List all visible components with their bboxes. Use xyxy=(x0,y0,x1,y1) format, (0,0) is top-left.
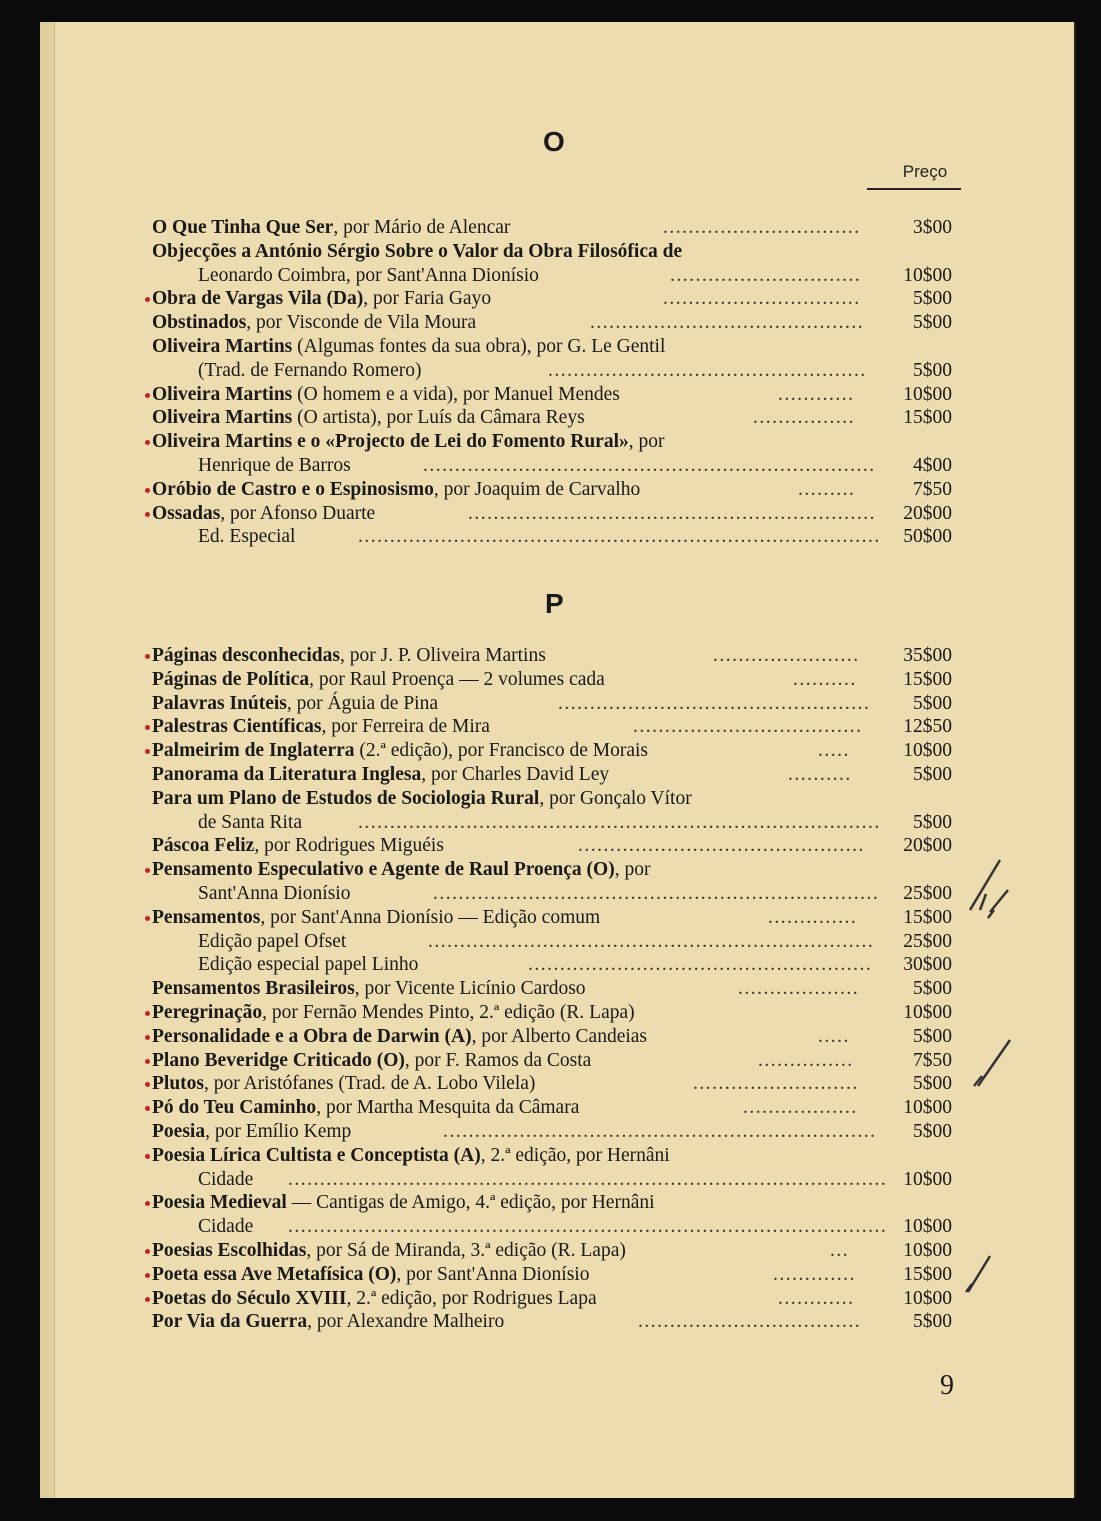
entry-text xyxy=(152,216,510,240)
dot-leader: ... xyxy=(830,1239,850,1261)
entry-details: , por Raul Proença — 2 volumes cada xyxy=(309,668,605,690)
entry-details: , por Alexandre Malheiro xyxy=(307,1311,505,1333)
entry-details: (Algumas fontes da sua obra), por G. Le Gentil xyxy=(292,335,666,357)
entry-price: 5$00 xyxy=(913,811,952,833)
section-o-entries xyxy=(152,216,962,549)
book-title: Personalidade e a Obra de Darwin (A) xyxy=(152,1025,472,1047)
entry-details: , por Ferreira de Mira xyxy=(321,716,490,738)
red-check-mark-icon xyxy=(145,1249,150,1254)
entry-price: 10$00 xyxy=(903,264,952,286)
page-number: 9 xyxy=(940,1370,954,1401)
catalog-entry xyxy=(152,668,962,692)
catalog-entry xyxy=(152,1287,962,1311)
dot-leader: .............................................................................................. xyxy=(288,1168,888,1190)
entry-details: Ed. Especial xyxy=(198,526,296,548)
section-letter-p: P xyxy=(545,588,564,619)
book-title: Poeta essa Ave Metafísica (O) xyxy=(152,1263,397,1285)
dot-leader: .................................................. xyxy=(548,359,867,381)
entry-text xyxy=(152,1144,670,1168)
catalog-entry xyxy=(152,763,962,787)
section-p-entries xyxy=(152,644,962,1334)
entry-details: Henrique de Barros xyxy=(198,454,351,476)
entry-price: 7$50 xyxy=(913,1049,952,1071)
entry-text xyxy=(198,1168,253,1192)
book-title: Oliveira Martins xyxy=(152,335,293,357)
red-check-mark-icon xyxy=(145,393,150,398)
entry-price: 30$00 xyxy=(903,954,952,976)
section-letter-o: O xyxy=(543,126,565,157)
entry-text xyxy=(152,311,476,335)
entry-details: , por Vicente Licínio Cardoso xyxy=(354,978,586,1000)
red-check-mark-icon xyxy=(145,1106,150,1111)
catalog-entry xyxy=(152,739,962,763)
dot-leader: .......... xyxy=(788,763,852,785)
red-check-mark-icon xyxy=(145,1011,150,1016)
catalog-entry xyxy=(152,787,962,811)
entry-text xyxy=(152,1096,579,1120)
entry-price: 25$00 xyxy=(903,882,952,904)
red-check-mark-icon xyxy=(145,654,150,659)
book-title: Páginas de Política xyxy=(152,668,310,690)
entry-details: , por Gonçalo Vítor xyxy=(539,787,692,809)
entry-price: 5$00 xyxy=(913,692,952,714)
book-title: Poetas do Século XVIII xyxy=(152,1287,347,1309)
catalog-entry xyxy=(152,692,962,716)
book-title: Obstinados xyxy=(152,312,247,334)
entry-price: 10$00 xyxy=(903,383,952,405)
book-title: Para um Plano de Estudos de Sociologia Rural xyxy=(152,787,540,809)
entry-details: , por Águia de Pina xyxy=(286,692,438,714)
entry-price: 20$00 xyxy=(903,835,952,857)
book-title: Palestras Científicas xyxy=(152,716,322,738)
dot-leader: .............................................................................................. xyxy=(288,1216,888,1238)
book-title: Poesia Medieval xyxy=(152,1192,287,1214)
entry-text xyxy=(152,383,620,407)
catalog-entry xyxy=(152,1144,962,1168)
entry-text xyxy=(152,644,546,668)
entry-price: 25$00 xyxy=(903,930,952,952)
catalog-entry xyxy=(152,311,962,335)
entry-text xyxy=(152,1049,591,1073)
book-title: Ossadas xyxy=(152,502,221,524)
book-title: Plutos xyxy=(152,1073,205,1095)
entry-details: , por Faria Gayo xyxy=(363,288,492,310)
red-check-mark-icon xyxy=(145,440,150,445)
catalog-entry xyxy=(152,1025,962,1049)
dot-leader: .................................................................... xyxy=(443,1120,877,1142)
red-check-mark-icon xyxy=(145,488,150,493)
entry-text xyxy=(152,858,650,882)
entry-details: , por Afonso Duarte xyxy=(220,502,376,524)
entry-details: , por Sant'Anna Dionísio xyxy=(396,1263,590,1285)
catalog-entry xyxy=(152,834,962,858)
entry-text xyxy=(152,715,490,739)
book-title: Panorama da Literatura Inglesa xyxy=(152,763,422,785)
catalog-entry xyxy=(152,1239,962,1263)
entry-price: 10$00 xyxy=(903,740,952,762)
catalog-entry xyxy=(152,906,962,930)
entry-price: 10$00 xyxy=(903,1097,952,1119)
entry-details: — Cantigas de Amigo, 4.ª edição, por Hernâni xyxy=(286,1192,655,1214)
catalog-entry-continuation xyxy=(152,264,962,288)
red-check-mark-icon xyxy=(145,1297,150,1302)
dot-leader: ................................................. xyxy=(558,692,871,714)
entry-text xyxy=(198,454,351,478)
dot-leader: ............................................. xyxy=(578,835,865,857)
entry-text xyxy=(152,1287,597,1311)
entry-details: Sant'Anna Dionísio xyxy=(198,882,351,904)
entry-details: (O artista), por Luís da Câmara Reys xyxy=(292,407,585,429)
entry-details: , por Charles David Ley xyxy=(421,763,610,785)
book-title: Palavras Inúteis xyxy=(152,692,287,714)
dot-leader: .............. xyxy=(768,906,858,928)
dot-leader: ........................................... xyxy=(590,312,865,334)
book-title: Oróbio de Castro e o Espinosismo xyxy=(152,478,434,500)
red-check-mark-icon xyxy=(145,512,150,517)
entry-details: , por Mário de Alencar xyxy=(333,217,511,238)
book-title: Pensamentos Brasileiros xyxy=(152,978,355,1000)
book-title: Palmeirim de Inglaterra xyxy=(152,740,355,762)
entry-text xyxy=(198,930,346,954)
catalog-entry xyxy=(152,383,962,407)
dot-leader: ......... xyxy=(798,478,856,500)
catalog-entry xyxy=(152,1120,962,1144)
book-title: O Que Tinha Que Ser xyxy=(152,217,334,238)
catalog-entry-continuation xyxy=(152,811,962,835)
price-header-rule xyxy=(867,188,961,190)
catalog-entry xyxy=(152,644,962,668)
entry-text xyxy=(152,502,375,526)
red-check-mark-icon xyxy=(145,916,150,921)
red-check-mark-icon xyxy=(145,725,150,730)
entry-text xyxy=(152,287,491,311)
entry-text xyxy=(152,335,665,359)
book-title: Por Via da Guerra xyxy=(152,1311,308,1333)
red-check-mark-icon xyxy=(145,1273,150,1278)
entry-price: 12$50 xyxy=(903,716,952,738)
entry-details: Leonardo Coimbra, por Sant'Anna Dionísio xyxy=(198,264,539,286)
entry-text xyxy=(152,1310,504,1334)
entry-text xyxy=(152,430,665,454)
entry-text xyxy=(152,406,585,430)
entry-details: , por F. Ramos da Costa xyxy=(404,1049,592,1071)
red-check-mark-icon xyxy=(145,1035,150,1040)
entry-text xyxy=(152,1025,647,1049)
catalog-entry xyxy=(152,335,962,359)
dot-leader: ................ xyxy=(753,407,855,429)
entry-price: 10$00 xyxy=(903,1216,952,1238)
entry-details: , por Aristófanes (Trad. de A. Lobo Vilela) xyxy=(204,1073,536,1095)
entry-text xyxy=(198,525,295,549)
entry-text xyxy=(152,1120,351,1144)
catalog-entry xyxy=(152,502,962,526)
catalog-entry xyxy=(152,930,962,954)
catalog-entry xyxy=(152,1072,962,1096)
entry-details: , por Sant'Anna Dionísio — Edição comum xyxy=(260,906,601,928)
book-title: Pensamentos xyxy=(152,906,261,928)
entry-price: 3$00 xyxy=(913,217,952,238)
entry-text xyxy=(152,692,438,716)
entry-price: 10$00 xyxy=(903,1239,952,1261)
entry-details: , por Alberto Candeias xyxy=(471,1025,648,1047)
entry-details: Edição especial papel Linho xyxy=(198,954,419,976)
red-check-mark-icon xyxy=(145,868,150,873)
entry-text xyxy=(152,906,600,930)
entry-price: 15$00 xyxy=(903,407,952,429)
dot-leader: ....................... xyxy=(713,645,860,666)
catalog-entry xyxy=(152,1310,962,1334)
book-title: Poesia Lírica Cultista e Conceptista (A) xyxy=(152,1144,481,1166)
catalog-entry xyxy=(152,287,962,311)
catalog-entry xyxy=(152,1096,962,1120)
book-title: Oliveira Martins xyxy=(152,383,293,405)
entry-price: 15$00 xyxy=(903,668,952,690)
catalog-entry xyxy=(152,240,962,264)
entry-text xyxy=(198,359,422,383)
book-title: Peregrinação xyxy=(152,1001,263,1023)
catalog-page xyxy=(40,22,1076,1498)
entry-text xyxy=(198,811,302,835)
catalog-entry-continuation xyxy=(152,1215,962,1239)
entry-details: , por Emílio Kemp xyxy=(205,1120,352,1142)
entry-text xyxy=(152,1001,635,1025)
entry-price: 20$00 xyxy=(903,502,952,524)
entry-text xyxy=(198,882,350,906)
entry-price: 5$00 xyxy=(913,763,952,785)
book-title: Pensamento Especulativo e Agente de Raul Proença (O) xyxy=(152,859,615,881)
entry-text xyxy=(152,763,609,787)
entry-details: , 2.ª edição, por Hernâni xyxy=(480,1144,670,1166)
entry-details: Cidade xyxy=(198,1216,254,1238)
book-title: Poesias Escolhidas xyxy=(152,1239,307,1261)
dot-leader: ...................................................................... xyxy=(428,930,875,952)
book-title: Oliveira Martins xyxy=(152,407,293,429)
book-title: Páscoa Feliz xyxy=(152,835,255,857)
entry-text xyxy=(152,668,605,692)
entry-details: , por Sá de Miranda, 3.ª edição (R. Lapa) xyxy=(306,1239,626,1261)
catalog-entry xyxy=(152,478,962,502)
red-check-mark-icon xyxy=(145,1154,150,1159)
catalog-entry xyxy=(152,1049,962,1073)
entry-details: , 2.ª edição, por Rodrigues Lapa xyxy=(346,1287,597,1309)
catalog-entry xyxy=(152,1001,962,1025)
book-title: Objecções a António Sérgio Sobre o Valor da Obra Filosófica de xyxy=(152,240,683,262)
dot-leader: ....................................................................... xyxy=(423,454,876,476)
entry-details: , por Visconde de Vila Moura xyxy=(246,312,477,334)
entry-text xyxy=(152,1191,655,1215)
entry-price: 10$00 xyxy=(903,1287,952,1309)
catalog-entry xyxy=(152,525,962,549)
entry-text xyxy=(198,1215,253,1239)
entry-price: 50$00 xyxy=(903,526,952,548)
entry-text xyxy=(152,1072,535,1096)
dot-leader: .............................. xyxy=(670,264,862,286)
book-title: Oliveira Martins e o «Projecto de Lei do Fomento Rural» xyxy=(152,431,629,453)
dot-leader: ..... xyxy=(818,740,850,762)
entry-price: 5$00 xyxy=(913,1311,952,1333)
red-check-mark-icon xyxy=(145,1082,150,1087)
catalog-entry-continuation xyxy=(152,1168,962,1192)
dot-leader: .......... xyxy=(793,668,857,690)
book-title: Pó do Teu Caminho xyxy=(152,1097,317,1119)
dot-leader: .................................................................................. xyxy=(358,526,881,548)
catalog-entry-continuation xyxy=(152,882,962,906)
entry-price: 10$00 xyxy=(903,1001,952,1023)
entry-text xyxy=(152,1263,589,1287)
entry-price: 15$00 xyxy=(903,906,952,928)
entry-text xyxy=(152,977,586,1001)
dot-leader: ............................... xyxy=(663,217,861,238)
entry-price: 5$00 xyxy=(913,1120,952,1142)
entry-text xyxy=(152,1239,626,1263)
catalog-entry xyxy=(152,715,962,739)
entry-details: (O homem e a vida), por Manuel Mendes xyxy=(292,383,620,405)
book-title: Poesia xyxy=(152,1120,206,1142)
book-title: Obra de Vargas Vila (Da) xyxy=(152,288,364,310)
entry-price: 5$00 xyxy=(913,288,952,310)
entry-price: 10$00 xyxy=(903,1168,952,1190)
entry-details: , por xyxy=(614,859,651,881)
entry-price: 5$00 xyxy=(913,978,952,1000)
pencil-check-mark-icon xyxy=(958,1252,998,1312)
catalog-entry xyxy=(152,953,962,977)
red-check-mark-icon xyxy=(145,1201,150,1206)
entry-text xyxy=(152,739,648,763)
catalog-entry xyxy=(152,406,962,430)
dot-leader: .................. xyxy=(743,1097,858,1119)
dot-leader: ............ xyxy=(778,383,855,405)
entry-details: (Trad. de Fernando Romero) xyxy=(198,359,422,381)
entry-text xyxy=(152,240,682,264)
entry-text xyxy=(152,834,444,858)
dot-leader: ................................... xyxy=(638,1311,862,1333)
entry-price: 15$00 xyxy=(903,1263,952,1285)
entry-details: , por Martha Mesquita da Câmara xyxy=(316,1097,580,1119)
entry-price: 35$00 xyxy=(903,645,952,666)
catalog-entry xyxy=(152,858,962,882)
dot-leader: ............... xyxy=(758,1049,854,1071)
red-check-mark-icon xyxy=(145,297,150,302)
catalog-entry xyxy=(152,430,962,454)
pencil-check-marks-icon xyxy=(960,850,1020,1110)
entry-price: 5$00 xyxy=(913,1025,952,1047)
red-check-mark-icon xyxy=(145,749,150,754)
entry-details: de Santa Rita xyxy=(198,811,302,833)
dot-leader: .......................... xyxy=(693,1073,859,1095)
catalog-entry xyxy=(152,216,962,240)
dot-leader: ..... xyxy=(818,1025,850,1047)
catalog-entry xyxy=(152,1263,962,1287)
price-column-header: Preço xyxy=(902,162,948,181)
red-check-mark-icon xyxy=(145,1059,150,1064)
entry-price: 5$00 xyxy=(913,312,952,334)
dot-leader: ................... xyxy=(738,978,860,1000)
entry-details: , por Fernão Mendes Pinto, 2.ª edição (R. Lapa) xyxy=(262,1001,635,1023)
entry-details: , por Rodrigues Miguéis xyxy=(254,835,444,857)
page-binding-edge xyxy=(40,22,55,1498)
dot-leader: ...................................................................... xyxy=(433,882,880,904)
catalog-entry xyxy=(152,1191,962,1215)
entry-price: 5$00 xyxy=(913,1073,952,1095)
dot-leader: ...................................................... xyxy=(528,954,873,976)
dot-leader: .................................................................................. xyxy=(358,811,881,833)
entry-details: (2.ª edição), por Francisco de Morais xyxy=(354,740,648,762)
entry-details: Edição papel Ofset xyxy=(198,930,347,952)
dot-leader: .................................... xyxy=(633,716,863,738)
dot-leader: ............................... xyxy=(663,288,861,310)
book-title: Páginas desconhecidas xyxy=(152,645,340,666)
entry-price: 7$50 xyxy=(913,478,952,500)
entry-details: , por Joaquim de Carvalho xyxy=(433,478,641,500)
entry-text xyxy=(152,787,692,811)
catalog-entry-continuation xyxy=(152,454,962,478)
entry-details: , por J. P. Oliveira Martins xyxy=(339,645,546,666)
catalog-entry xyxy=(152,977,962,1001)
book-title: Plano Beveridge Criticado (O) xyxy=(152,1049,405,1071)
entry-details: Cidade xyxy=(198,1168,254,1190)
entry-price: 4$00 xyxy=(913,454,952,476)
entry-text xyxy=(198,264,539,288)
dot-leader: ............ xyxy=(778,1287,855,1309)
entry-text xyxy=(198,953,418,977)
entry-text xyxy=(152,478,640,502)
entry-price: 5$00 xyxy=(913,359,952,381)
dot-leader: ................................................................ xyxy=(468,502,876,524)
entry-details: , por xyxy=(628,431,665,453)
dot-leader: ............. xyxy=(773,1263,856,1285)
catalog-entry-continuation xyxy=(152,359,962,383)
